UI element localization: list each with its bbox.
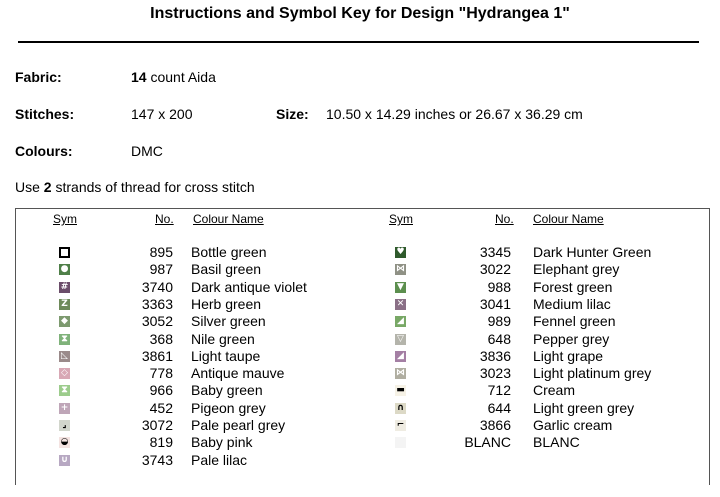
colour-name: Garlic cream bbox=[533, 417, 613, 433]
open-down-triangle-icon: ▽ bbox=[395, 334, 406, 345]
colour-name: Bottle green bbox=[191, 244, 267, 260]
triangle-corner-icon: ◺ bbox=[59, 351, 70, 362]
dmc-number: 3363 bbox=[141, 295, 173, 312]
key-row bbox=[0, 348, 720, 365]
stitches-value: 147 x 200 bbox=[131, 106, 193, 122]
half-circle-icon: ◒ bbox=[60, 437, 69, 448]
colour-name: Fennel green bbox=[533, 313, 616, 330]
dmc-number: 644 bbox=[487, 399, 511, 416]
stitches-label: Stitches: bbox=[15, 106, 75, 122]
usage-instruction bbox=[15, 179, 255, 195]
colour-name: Cream bbox=[533, 382, 576, 399]
colour-name: BLANC bbox=[533, 434, 580, 451]
dmc-number: 3345 bbox=[479, 244, 511, 260]
size-value: 10.50 x 14.29 inches or 26.67 x 36.29 cm bbox=[326, 106, 583, 122]
key-row bbox=[0, 400, 720, 417]
key-row bbox=[0, 261, 720, 278]
dmc-number: 3041 bbox=[479, 295, 511, 312]
colour-name: Antique mauve bbox=[191, 365, 285, 382]
right-header-sym: Sym bbox=[389, 212, 413, 226]
bar-icon: ▬ bbox=[396, 385, 405, 396]
open-diamond-icon: ◇ bbox=[59, 368, 70, 379]
colours-value: DMC bbox=[131, 143, 163, 159]
corner-icon: ⌟ bbox=[59, 420, 70, 431]
usage-pre: Use bbox=[15, 179, 44, 195]
key-row bbox=[0, 365, 720, 382]
key-row bbox=[0, 296, 720, 313]
dmc-number: 819 bbox=[149, 434, 173, 451]
colour-name: Nile green bbox=[191, 330, 255, 347]
down-triangle-icon: ▼ bbox=[395, 282, 406, 293]
colour-name: Light grape bbox=[533, 347, 604, 364]
colour-name: Dark Hunter Green bbox=[533, 244, 652, 260]
left-header-sym: Sym bbox=[53, 212, 77, 226]
triangle-icon: ◢ bbox=[395, 351, 406, 362]
triangle-icon: ◢ bbox=[395, 316, 406, 327]
corner-icon: ⌐ bbox=[396, 420, 405, 430]
dmc-number: 3861 bbox=[141, 347, 173, 364]
left-header-no: No. bbox=[155, 212, 174, 226]
size-label: Size: bbox=[276, 106, 309, 122]
colour-name: Baby green bbox=[191, 382, 263, 399]
left-header-name: Colour Name bbox=[193, 212, 264, 226]
dmc-number: 3022 bbox=[479, 261, 511, 278]
cup-icon: ∪ bbox=[60, 454, 69, 465]
dmc-number: 648 bbox=[487, 330, 511, 347]
dmc-number: 3836 bbox=[479, 347, 511, 364]
key-row bbox=[0, 313, 720, 330]
hourglass-icon: ⧗ bbox=[59, 385, 70, 396]
colour-name: Pigeon grey bbox=[191, 399, 266, 416]
colour-name: Pepper grey bbox=[533, 330, 610, 347]
fabric-value bbox=[131, 69, 216, 85]
heart-icon: ♥ bbox=[396, 247, 405, 257]
key-row bbox=[0, 279, 720, 296]
fabric-count: 14 bbox=[131, 69, 147, 85]
dmc-number: 989 bbox=[487, 313, 511, 330]
cross-icon: ✕ bbox=[396, 298, 405, 309]
colour-name: Basil green bbox=[191, 261, 262, 278]
colours-label: Colours: bbox=[15, 143, 73, 159]
plus-icon: + bbox=[60, 402, 69, 413]
dmc-number: 3740 bbox=[141, 278, 173, 295]
usage-strands: 2 bbox=[43, 179, 52, 195]
hash-icon: # bbox=[60, 281, 69, 292]
colour-name: Dark antique violet bbox=[191, 278, 307, 295]
fabric-label: Fabric: bbox=[15, 69, 62, 85]
colour-name: Medium lilac bbox=[533, 295, 611, 312]
key-row bbox=[0, 434, 720, 451]
dmc-number: 966 bbox=[149, 382, 173, 399]
usage-post: strands of thread for cross stitch bbox=[51, 179, 255, 195]
cap-icon: ∩ bbox=[396, 402, 405, 413]
colour-name: Silver green bbox=[191, 313, 266, 330]
dmc-number: 3072 bbox=[141, 417, 173, 433]
hourglass-icon: ⧗ bbox=[59, 334, 70, 345]
colour-name: Pale pearl grey bbox=[191, 417, 286, 433]
dmc-number: 987 bbox=[149, 261, 173, 278]
colour-name: Light green grey bbox=[533, 399, 635, 416]
colour-name: Forest green bbox=[533, 278, 613, 295]
colour-name: Pale lilac bbox=[191, 451, 248, 468]
key-row bbox=[0, 331, 720, 348]
blank-swatch-icon bbox=[395, 437, 406, 448]
colour-name: Herb green bbox=[191, 295, 262, 312]
dmc-number: 712 bbox=[487, 382, 511, 399]
title-underline bbox=[18, 41, 699, 43]
fabric-type: count Aida bbox=[150, 69, 216, 85]
dmc-number: 3052 bbox=[141, 313, 173, 330]
dmc-number: 452 bbox=[149, 399, 173, 416]
colour-name: Light taupe bbox=[191, 347, 261, 364]
right-header-no: No. bbox=[495, 212, 514, 226]
key-row bbox=[0, 452, 720, 469]
dmc-number: 895 bbox=[149, 244, 173, 260]
dmc-number: 368 bbox=[149, 330, 173, 347]
z-icon: Z bbox=[59, 299, 70, 310]
dmc-number: 3866 bbox=[479, 417, 511, 433]
bowtie-icon: ⋈ bbox=[396, 368, 405, 379]
bowtie-icon: ⋈ bbox=[396, 264, 405, 275]
circle-icon: ● bbox=[60, 264, 69, 275]
page-title: Instructions and Symbol Key for Design "Hydrangea 1" bbox=[150, 5, 570, 22]
colour-name: Elephant grey bbox=[533, 261, 620, 278]
key-row bbox=[0, 417, 720, 434]
right-header-name: Colour Name bbox=[533, 212, 604, 226]
dmc-number: BLANC bbox=[464, 434, 511, 451]
dmc-number: 988 bbox=[487, 278, 511, 295]
key-row bbox=[0, 244, 720, 261]
key-row bbox=[0, 382, 720, 399]
dmc-number: 3743 bbox=[141, 451, 173, 468]
dmc-number: 778 bbox=[149, 365, 173, 382]
dmc-number: 3023 bbox=[479, 365, 511, 382]
colour-name: Light platinum grey bbox=[533, 365, 652, 382]
diamond-icon: ◆ bbox=[59, 316, 70, 327]
colour-name: Baby pink bbox=[191, 434, 253, 451]
